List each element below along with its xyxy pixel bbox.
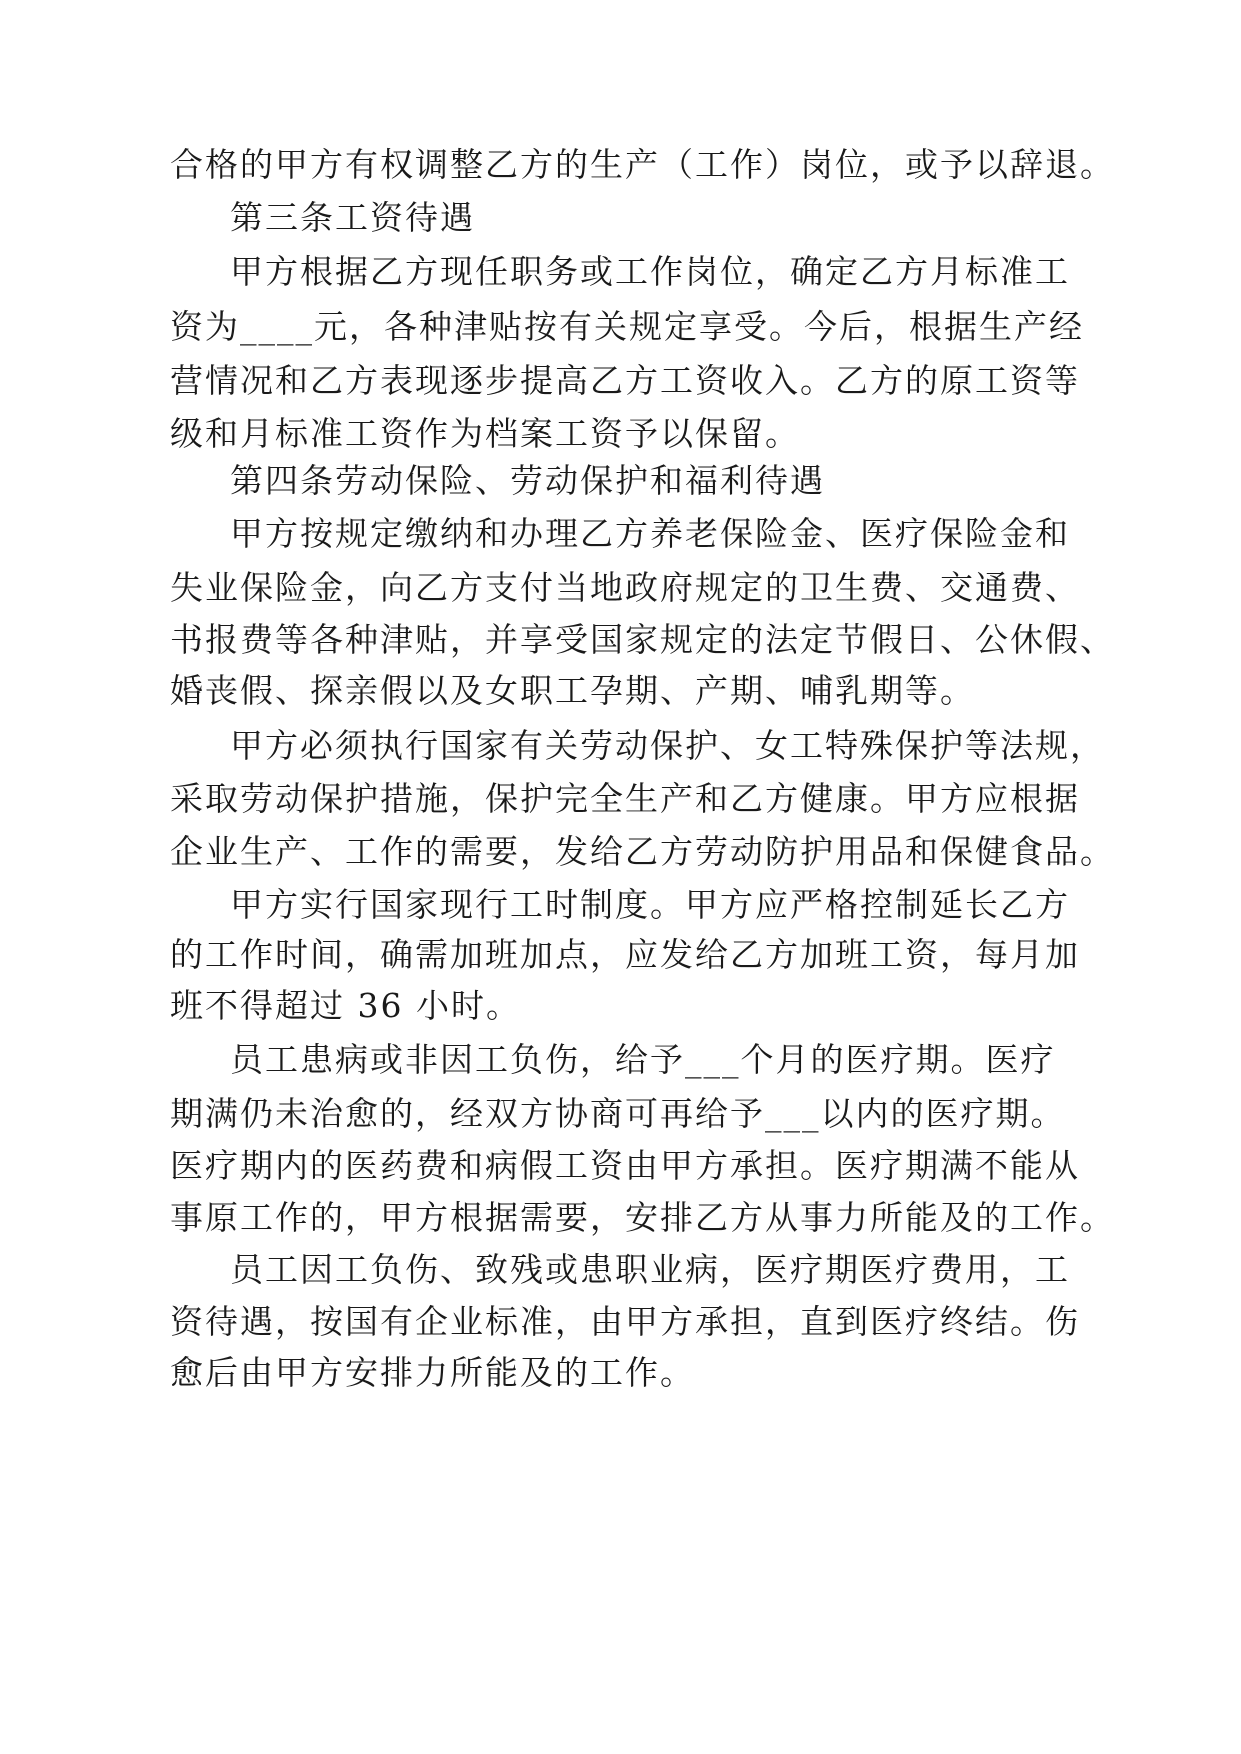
- text-line: 班不得超过 36 小时。: [170, 986, 521, 1025]
- text-line: 书报费等各种津贴，并享受国家规定的法定节假日、公休假、: [170, 620, 1115, 659]
- text-line: 员工因工负伤、致残或患职业病，医疗期医疗费用，工: [230, 1250, 1070, 1289]
- text-line: 婚丧假、探亲假以及女职工孕期、产期、哺乳期等。: [170, 671, 975, 710]
- text-line: 营情况和乙方表现逐步提高乙方工资收入。乙方的原工资等: [170, 361, 1080, 400]
- text-line: 期满仍未治愈的，经双方协商可再给予___以内的医疗期。: [170, 1094, 1066, 1133]
- text-line: 资待遇，按国有企业标准，由甲方承担，直到医疗终结。伤: [170, 1302, 1080, 1341]
- text-line: 甲方按规定缴纳和办理乙方养老保险金、医疗保险金和: [230, 514, 1070, 553]
- text-line: 甲方根据乙方现任职务或工作岗位，确定乙方月标准工: [230, 252, 1070, 291]
- text-line: 合格的甲方有权调整乙方的生产（工作）岗位，或予以辞退。: [170, 145, 1115, 184]
- text-line: 的工作时间，确需加班加点，应发给乙方加班工资，每月加: [170, 935, 1080, 974]
- text-line: 医疗期内的医药费和病假工资由甲方承担。医疗期满不能从: [170, 1146, 1080, 1185]
- text-line: 级和月标准工资作为档案工资予以保留。: [170, 414, 800, 453]
- text-line: 企业生产、工作的需要，发给乙方劳动防护用品和保健食品。: [170, 832, 1115, 871]
- text-line: 员工患病或非因工负伤，给予___个月的医疗期。医疗: [230, 1040, 1056, 1079]
- text-line: 事原工作的，甲方根据需要，安排乙方从事力所能及的工作。: [170, 1198, 1115, 1237]
- text-line: 甲方必须执行国家有关劳动保护、女工特殊保护等法规，: [230, 726, 1105, 765]
- section-heading: 第四条劳动保险、劳动保护和福利待遇: [230, 461, 825, 500]
- text-line: 失业保险金，向乙方支付当地政府规定的卫生费、交通费、: [170, 568, 1080, 607]
- text-line: 甲方实行国家现行工时制度。甲方应严格控制延长乙方: [230, 885, 1070, 924]
- text-line: 愈后由甲方安排力所能及的工作。: [170, 1353, 695, 1392]
- section-heading: 第三条工资待遇: [230, 198, 475, 237]
- text-line: 采取劳动保护措施，保护完全生产和乙方健康。甲方应根据: [170, 779, 1080, 818]
- text-line: 资为____元，各种津贴按有关规定享受。今后，根据生产经: [170, 307, 1084, 346]
